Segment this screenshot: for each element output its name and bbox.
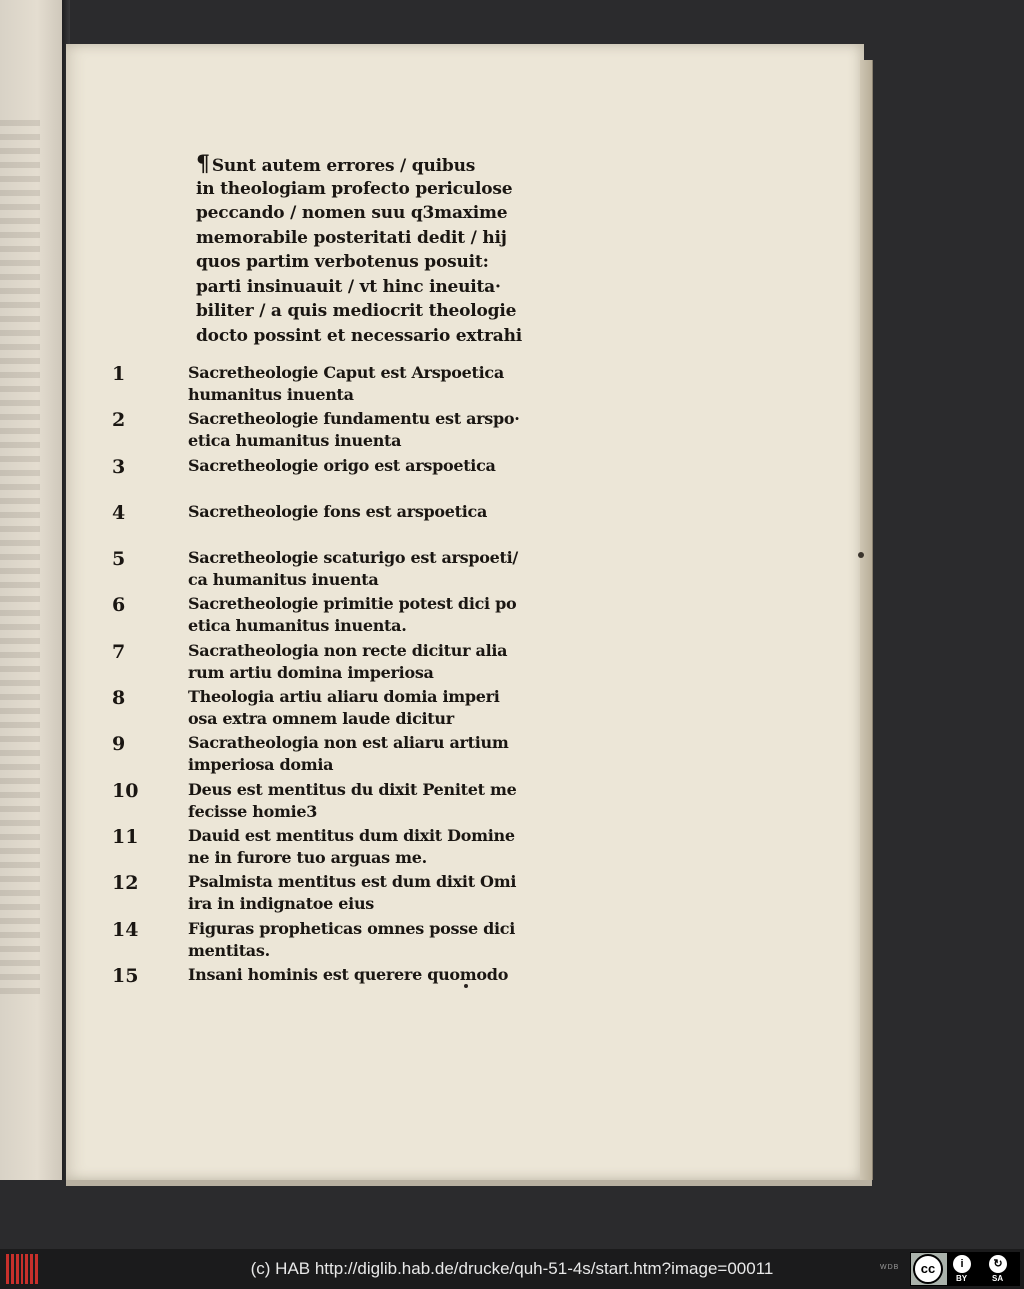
error-text-line: mentitas. <box>188 940 270 960</box>
page-dot <box>464 984 468 988</box>
intro-line: memorabile posteritati dedit / hij <box>196 227 507 248</box>
error-text-line: Figuras propheticas omnes posse dici <box>188 918 515 938</box>
error-entry <box>112 964 552 1010</box>
error-text-line: etica humanitus inuenta <box>188 431 402 451</box>
error-entry <box>112 501 552 547</box>
error-number: 8 <box>112 687 126 710</box>
error-text-line: Theologia artiu aliaru domia imperi <box>188 687 500 707</box>
error-text <box>188 640 528 684</box>
error-text <box>188 455 528 477</box>
error-text-line: humanitus inuenta <box>188 385 354 404</box>
cc-icon: cc <box>913 1254 943 1284</box>
previous-page-edge <box>0 0 64 1180</box>
license-terms <box>947 1253 1019 1285</box>
error-number: 10 <box>112 779 139 802</box>
error-entry <box>112 547 552 593</box>
error-text <box>188 408 528 452</box>
intro-line-text: Sunt autem errores / quibus <box>211 156 476 176</box>
intro-line: biliter / a quis mediocrit theologie <box>196 301 517 321</box>
error-number: 7 <box>112 640 126 663</box>
error-number: 2 <box>112 409 126 432</box>
error-text-line: rum artiu domina imperiosa <box>188 662 434 682</box>
error-number: 5 <box>112 548 126 571</box>
error-text <box>188 825 528 869</box>
error-text-line: Sacretheologie primitie potest dici po <box>188 594 517 614</box>
error-text <box>188 779 528 823</box>
error-text-line: Dauid est mentitus dum dixit Domine <box>188 825 515 845</box>
error-text <box>188 964 528 986</box>
pilcrow-mark: ¶ <box>196 151 210 177</box>
error-entry <box>112 825 552 871</box>
intro-line: in theologiam profecto periculose <box>196 178 513 199</box>
previous-page-text-bleed <box>0 120 40 1000</box>
error-text-line: osa extra omnem laude dicitur <box>188 709 454 729</box>
error-entry <box>112 455 552 501</box>
error-text-line: Sacretheologie scaturigo est arspoeti/ <box>188 548 518 568</box>
intro-line: quos partim verbotenus posuit: <box>196 252 489 272</box>
by-label: BY <box>956 1274 968 1283</box>
error-number: 6 <box>112 594 126 617</box>
margin-mark <box>858 552 864 558</box>
cc-license-badge[interactable] <box>910 1252 1020 1286</box>
share-alike-icon: ↻ <box>989 1255 1007 1273</box>
error-text <box>188 362 528 406</box>
error-number: 3 <box>112 455 126 478</box>
error-entry <box>112 779 552 825</box>
error-number: 1 <box>112 363 126 385</box>
error-text-line: fecisse homie3 <box>188 801 318 821</box>
error-text <box>188 547 528 591</box>
attribution-icon: i <box>953 1255 971 1273</box>
error-number: 11 <box>112 825 139 848</box>
page-bottom-edge <box>66 1180 872 1186</box>
error-number: 14 <box>112 918 139 941</box>
error-text-line: ne in furore tuo arguas me. <box>188 847 427 867</box>
intro-line: peccando / nomen suu q3maxime <box>196 203 508 223</box>
error-text-line: Sacretheologie fundamentu est arspo· <box>188 409 520 429</box>
error-text-line: Insani hominis est querere quomodo <box>188 964 509 984</box>
error-text-line: Sacretheologie fons est arspoetica <box>188 501 488 521</box>
error-entry <box>112 871 552 917</box>
error-entry <box>112 408 552 454</box>
intro-line <box>196 152 556 177</box>
error-text <box>188 501 528 523</box>
error-number: 9 <box>112 733 126 756</box>
error-text-line: Psalmista mentitus est dum dixit Omi <box>188 872 517 892</box>
error-text <box>188 871 528 915</box>
error-text <box>188 918 528 962</box>
error-text-line: Sacretheologie Caput est Arspoetica <box>188 363 504 382</box>
error-text-line: imperiosa domia <box>188 755 334 775</box>
error-text-line: Sacretheologie origo est arspoetica <box>188 455 496 475</box>
copyright-url[interactable]: (c) HAB http://diglib.hab.de/drucke/quh-51-4s/start.htm?image=00011 <box>250 1259 774 1278</box>
error-entry <box>112 362 552 408</box>
page-stack-edge <box>860 60 873 1180</box>
error-text-line: Sacratheologia non recte dicitur alia <box>188 640 508 660</box>
footer-bar <box>0 1249 1024 1289</box>
sa-label: SA <box>992 1274 1004 1283</box>
error-text <box>188 686 528 730</box>
error-number: 12 <box>112 872 139 895</box>
error-entry <box>112 732 552 778</box>
error-text-line: ca humanitus inuenta <box>188 570 379 590</box>
error-text <box>188 732 528 776</box>
intro-line: parti insinuauit / vt hinc ineuita· <box>196 276 501 297</box>
error-text <box>188 593 528 637</box>
error-text-line: etica humanitus inuenta. <box>188 616 407 636</box>
intro-paragraph <box>196 152 556 348</box>
error-entry <box>112 640 552 686</box>
error-entry <box>112 686 552 732</box>
intro-line: docto possint et necessario extrahi <box>196 325 522 346</box>
error-text-line: Sacratheologia non est aliaru artium <box>188 733 509 753</box>
error-number: 15 <box>112 964 139 987</box>
error-entry <box>112 593 552 639</box>
error-text-line: Deus est mentitus du dixit Penitet me <box>188 779 517 799</box>
error-number: 4 <box>112 501 126 524</box>
error-entry <box>112 918 552 964</box>
wdb-code: WDB <box>880 1264 900 1271</box>
error-text-line: ira in indignatoe eius <box>188 894 375 914</box>
numbered-errors-list <box>112 362 552 1010</box>
